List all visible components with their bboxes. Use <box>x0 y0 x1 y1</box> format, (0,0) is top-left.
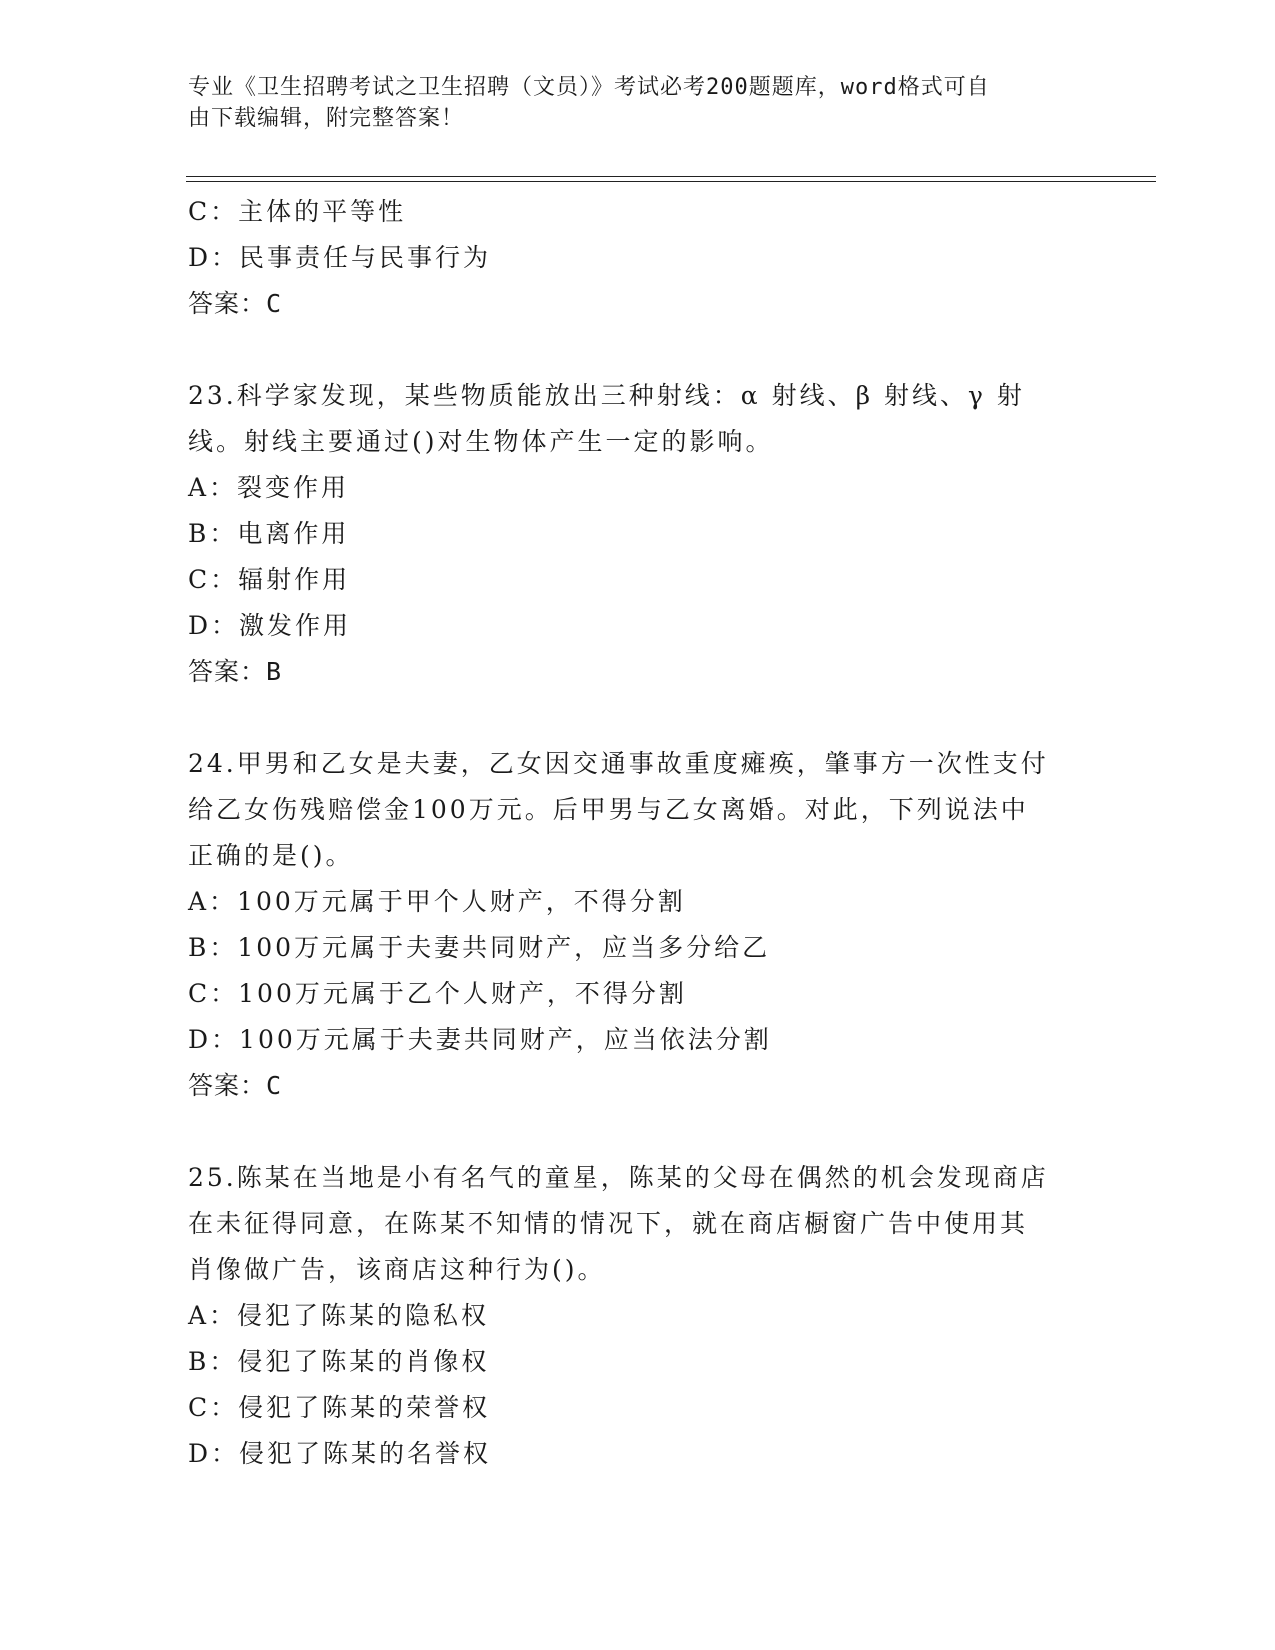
question-stem-line: 给乙女伤残赔偿金100万元。后甲男与乙女离婚。对此，下列说法中 <box>188 795 1029 824</box>
answer-line <box>188 281 1088 327</box>
option-a: A：100万元属于甲个人财产，不得分割 <box>188 887 686 916</box>
header-rule-top <box>186 176 1156 177</box>
option-b: B：侵犯了陈某的肖像权 <box>188 1347 490 1376</box>
question-stem-line: 25.陈某在当地是小有名气的童星，陈某的父母在偶然的机会发现商店 <box>188 1163 1049 1192</box>
option-d: D：民事责任与民事行为 <box>188 243 492 272</box>
option-d: D：侵犯了陈某的名誉权 <box>188 1439 492 1468</box>
question-24 <box>188 741 1088 1109</box>
answer-label: 答案： <box>188 657 267 686</box>
answer-value: C <box>266 289 283 318</box>
option-c: C：侵犯了陈某的荣誉权 <box>188 1393 491 1422</box>
answer-label: 答案： <box>188 289 267 318</box>
question-22 <box>188 189 1088 327</box>
question-stem-line: 正确的是()。 <box>188 841 354 870</box>
question-stem-line: 23.科学家发现，某些物质能放出三种射线：α 射线、β 射线、γ 射 <box>188 381 1025 410</box>
option-c: C：100万元属于乙个人财产，不得分割 <box>188 979 687 1008</box>
header-line-1: 专业《卫生招聘考试之卫生招聘（文员）》考试必考200题题库，word格式可自 <box>188 75 990 100</box>
answer-value: B <box>266 657 283 686</box>
option-b: B：电离作用 <box>188 519 350 548</box>
answer-label: 答案： <box>188 1071 267 1100</box>
question-stem-line: 在未征得同意，在陈某不知情的情况下，就在商店橱窗广告中使用其 <box>188 1209 1029 1238</box>
answer-line <box>188 1063 1088 1109</box>
question-list <box>188 189 1088 1477</box>
question-stem-line: 24.甲男和乙女是夫妻，乙女因交通事故重度瘫痪，肇事方一次性支付 <box>188 749 1049 778</box>
question-25 <box>188 1155 1088 1477</box>
answer-line <box>188 649 1088 695</box>
header-rule-bottom <box>186 181 1156 182</box>
question-stem-line: 肖像做广告，该商店这种行为()。 <box>188 1255 606 1284</box>
document-header <box>188 72 1068 134</box>
answer-value: C <box>266 1071 283 1100</box>
option-b: B：100万元属于夫妻共同财产，应当多分给乙 <box>188 933 771 962</box>
question-stem-line: 线。射线主要通过()对生物体产生一定的影响。 <box>188 427 774 456</box>
question-23 <box>188 373 1088 695</box>
header-line-2: 由下载编辑，附完整答案！ <box>188 106 465 131</box>
option-c: C：辐射作用 <box>188 565 351 594</box>
option-d: D：激发作用 <box>188 611 352 640</box>
option-c: C：主体的平等性 <box>188 197 407 226</box>
option-a: A：侵犯了陈某的隐私权 <box>188 1301 490 1330</box>
option-d: D：100万元属于夫妻共同财产，应当依法分割 <box>188 1025 772 1054</box>
option-a: A：裂变作用 <box>188 473 350 502</box>
